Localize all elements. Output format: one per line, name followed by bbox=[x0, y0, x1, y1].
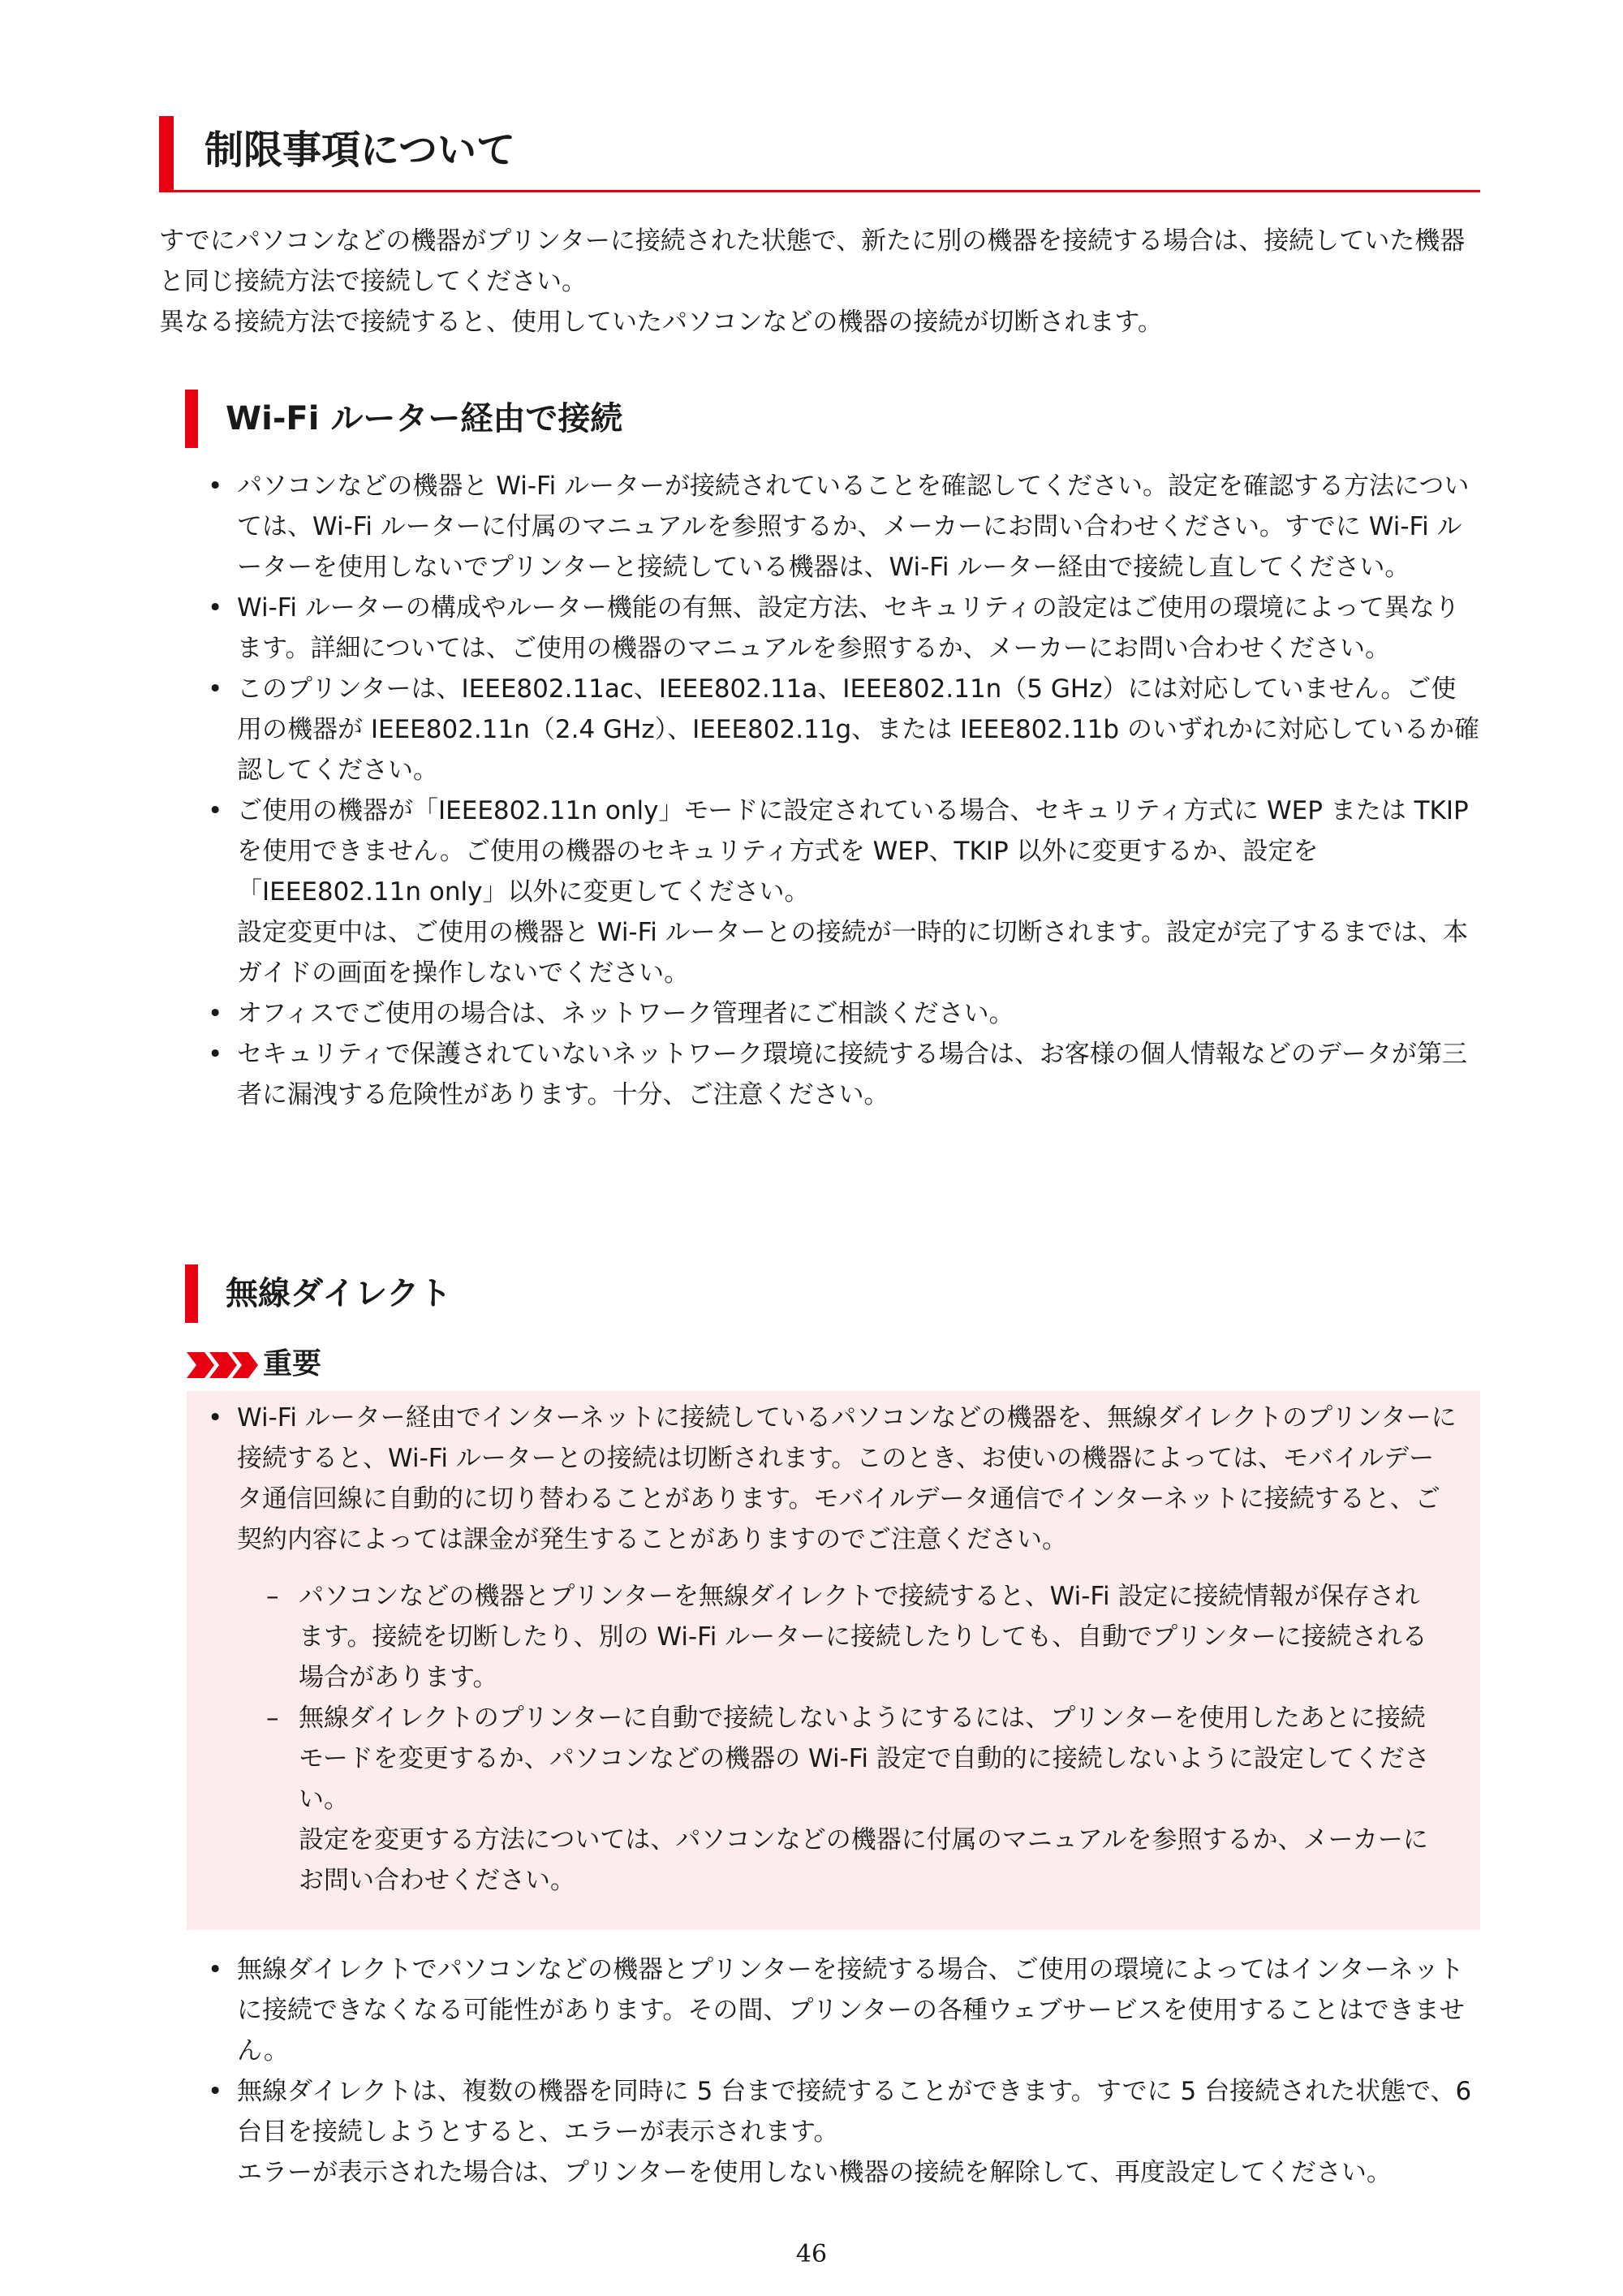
intro-paragraph-1: すでにパソコンなどの機器がプリンターに接続された状態で、新たに別の機器を接続する場合は、接続していた機器と同じ接続方法で接続してください。 bbox=[159, 226, 1466, 296]
sub-list-item bbox=[266, 1698, 1443, 1901]
list-item-text: ご使用の機器が「IEEE802.11n only」モードに設定されている場合、セキュリティ方式に WEP または TKIP を使用できません。ご使用の機器のセキュリティ方式を WEP、TKIP 以外に変更するか、設定を「IEEE802.11n only」以外に変更してください。 bbox=[237, 796, 1469, 907]
sub-list-item-text: パソコンなどの機器とプリンターを無線ダイレクトで接続すると、Wi-Fi 設定に接続情報が保存されます。接続を切断したり、別の Wi-Fi ルーターに接続したりしても、自動でプリンターに接続される場合があります。 bbox=[299, 1582, 1427, 1692]
heading-underline bbox=[159, 190, 1480, 192]
list-item-text: 無線ダイレクトは、複数の機器を同時に 5 台まで接続することができます。すでに 5 台接続された状態で、6 台目を接続しようとすると、エラーが表示されます。 bbox=[237, 2077, 1472, 2147]
list-item bbox=[208, 2071, 1480, 2193]
list-item bbox=[208, 1949, 1480, 2071]
wifi-bullet-list bbox=[208, 466, 1480, 1115]
list-item-text: Wi-Fi ルーターの構成やルーター機能の有無、設定方法、セキュリティの設定はご使用の環境によって異なります。詳細については、ご使用の機器のマニュアルを参照するか、メーカーにお問い合わせください。 bbox=[237, 593, 1460, 663]
section-accent-bar bbox=[185, 390, 198, 448]
list-item bbox=[208, 669, 1480, 790]
section-title: 無線ダイレクト bbox=[226, 1275, 452, 1312]
page-title: 制限事項について bbox=[204, 127, 516, 173]
important-bullet-list bbox=[208, 1398, 1457, 1560]
important-arrows-icon bbox=[187, 1352, 258, 1378]
important-sub-list bbox=[266, 1576, 1443, 1901]
page-number: 46 bbox=[795, 2240, 828, 2268]
section-title: Wi-Fi ルーター経由で接続 bbox=[226, 400, 623, 437]
intro-paragraph-2: 異なる接続方法で接続すると、使用していたパソコンなどの機器の接続が切断されます。 bbox=[159, 308, 1163, 337]
list-item bbox=[208, 1398, 1457, 1560]
list-item-text: Wi-Fi ルーター経由でインターネットに接続しているパソコンなどの機器を、無線ダイレクトのプリンターに接続すると、Wi-Fi ルーターとの接続は切断されます。このとき、お使いの機器によっては、モバイルデータ通信回線に自動的に切り替わることがあります。モバイルデータ通信でインターネットに接続すると、ご契約内容によっては課金が発生することがありますのでご注意ください。 bbox=[237, 1403, 1457, 1554]
section-heading-direct bbox=[185, 1264, 1402, 1323]
important-label: 重要 bbox=[263, 1347, 322, 1381]
list-item-continuation: 設定変更中は、ご使用の機器と Wi-Fi ルーターとの接続が一時的に切断されます。設定が完了するまでは、本ガイドの画面を操作しないでください。 bbox=[237, 918, 1469, 988]
direct-bullet-list bbox=[208, 1949, 1480, 2193]
section-accent-bar bbox=[185, 1264, 198, 1323]
list-item-text: オフィスでご使用の場合は、ネットワーク管理者にご相談ください。 bbox=[237, 999, 1014, 1028]
list-item bbox=[208, 1034, 1480, 1115]
important-box bbox=[187, 1391, 1480, 1930]
page-heading bbox=[159, 116, 1480, 192]
heading-accent-bar bbox=[159, 116, 174, 192]
sub-list-item-text: 無線ダイレクトのプリンターに自動で接続しないようにするには、プリンターを使用したあとに接続モードを変更するか、パソコンなどの機器の Wi-Fi 設定で自動的に接続しないように設定してください。 bbox=[299, 1704, 1430, 1814]
list-item-text: パソコンなどの機器と Wi-Fi ルーターが接続されていることを確認してください。設定を確認する方法については、Wi-Fi ルーターに付属のマニュアルを参照するか、メーカーにお問い合わせください。すでに Wi-Fi ルーターを使用しないでプリンターと接続している機器は、Wi-Fi ルーター経由で接続し直してください。 bbox=[237, 472, 1470, 582]
sub-list-item bbox=[266, 1576, 1443, 1698]
list-item-text: このプリンターは、IEEE802.11ac、IEEE802.11a、IEEE802.11n（5 GHz）には対応していません。ご使用の機器が IEEE802.11n（2.4 GHz）、IEEE802.11g、または IEEE802.11b のいずれかに対応しているか確認してください。 bbox=[237, 674, 1479, 785]
sub-list-item-continuation: 設定を変更する方法については、パソコンなどの機器に付属のマニュアルを参照するか、メーカーにお問い合わせください。 bbox=[299, 1825, 1428, 1895]
list-item bbox=[208, 993, 1480, 1034]
list-item bbox=[208, 466, 1480, 588]
list-item bbox=[208, 790, 1480, 993]
list-item-text: 無線ダイレクトでパソコンなどの機器とプリンターを接続する場合、ご使用の環境によってはインターネットに接続できなくなる可能性があります。その間、プリンターの各種ウェブサービスを使用することはできません。 bbox=[237, 1955, 1465, 2066]
list-item-text: セキュリティで保護されていないネットワーク環境に接続する場合は、お客様の個人情報などのデータが第三者に漏洩する危険性があります。十分、ご注意ください。 bbox=[237, 1040, 1467, 1109]
list-item bbox=[208, 588, 1480, 669]
important-heading bbox=[187, 1344, 511, 1385]
section-heading-wifi bbox=[185, 390, 1402, 448]
list-item-continuation: エラーが表示された場合は、プリンターを使用しない機器の接続を解除して、再度設定してください。 bbox=[237, 2158, 1392, 2187]
